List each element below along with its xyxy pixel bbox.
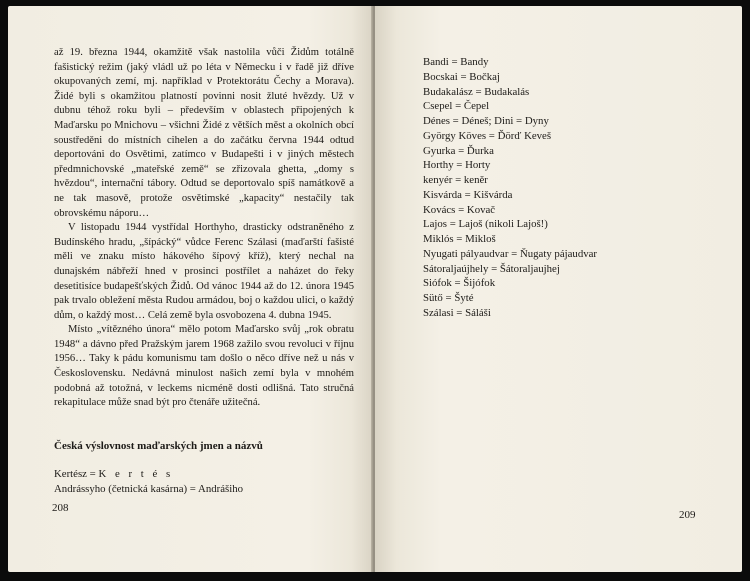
paragraph: V listopadu 1944 vystřídal Horthyho, drasticky odstraněného z Budínského hradu, „šípácký“ vůdce Ferenc Szálasi (maďarští fašisté měli ve znaku místo hákového šípový kříž), který nechal na dunajském nábřeží hned v prosinci postřílet a naházet do řeky desetitisíce budapešťských Židů. Od vánoc 1944 až do 12. února 1945 pak trvalo obležení města Rudou armádou, boj o každou ulici, o každý dům, o každý most… Celá země byla osvobozena 4. dubna 1945.	[54, 222, 354, 321]
page-number-left: 208	[52, 502, 69, 514]
equals-sign: =	[488, 262, 500, 275]
glossary-entry	[423, 247, 723, 262]
hungarian-name: Horthy	[423, 159, 454, 172]
hungarian-name: Budakalász	[423, 85, 473, 98]
czech-pronunciation: Lajoš (nikoli Lajoš!)	[458, 218, 548, 231]
glossary-entry	[423, 217, 723, 232]
equals-sign: =	[449, 115, 462, 127]
equals-sign: =	[455, 144, 467, 157]
equals-sign: =	[455, 203, 467, 216]
hungarian-name: Bandi	[423, 56, 449, 68]
czech-pronunciation: Ňugaty pájaudvar	[519, 247, 598, 260]
czech-pronunciation: Ďurka	[466, 144, 494, 157]
glossary-entry	[423, 55, 723, 70]
paragraph: až 19. března 1944, okamžitě však nastolila vůči Židům totálně fašistický režim (jaký vládl už po léta v Německu i v řadě již dříve okupovaných zemí, mj. například v Protektorátu Čechy a Morava). Židé byli s okamžitou platností povinni nosit žluté hvězdy. Už v dubnu téhož roku byli – především v oblastech připojených k Maďarsku po Mnichovu – všichni Židé z větších měst a okolních obcí soustředěni do místních cihelen a do začátku června 1944 odtud deportováni do Osvětimi, zatímco v Budapešti i v jiných městech předmnichovské „mateřské země“ se zřizovala ghetta, „domy s hvězdou“, internační tábory. Odtud se deportovalo spíš namátkově a ne tak masově, protože osvětimské „kapacity“ nestačily tak obrovskému náporu…	[54, 47, 354, 219]
hungarian-name: Lajos	[423, 218, 447, 231]
equals-sign: =	[451, 277, 464, 290]
glossary-entry	[423, 85, 723, 100]
equals-sign: =	[508, 247, 520, 260]
hungarian-name: Gyurka	[423, 144, 456, 157]
glossary-entry	[423, 158, 723, 173]
equals-sign: =	[453, 233, 466, 245]
hungarian-name: Kisvárda	[423, 188, 462, 201]
equals-sign: =	[453, 159, 466, 172]
czech-pronunciation: Horty	[465, 159, 491, 172]
equals-sign: =	[447, 218, 459, 231]
hungarian-name: Miklós	[423, 233, 454, 245]
czech-pronunciation: Ďörď Keveš	[497, 129, 552, 142]
hungarian-name: Kertész	[54, 468, 87, 480]
glossary-entry	[423, 188, 723, 203]
glossary-list-left	[54, 467, 354, 497]
glossary-entry	[54, 482, 354, 497]
equals-sign: =	[457, 70, 470, 83]
hungarian-name: Siófok	[423, 277, 452, 290]
paragraph: Místo „vítězného února“ mělo potom Maďarsko svůj „rok obratu 1948“ a dávno před Pražským jarem 1968 zažilo svou revoluci v říjnu 1956… Taky k pádu komunismu tam došlo o něco dříve než u nás v Československu. Nedávná minulost našich zemí byla v mnohém podobná až totožná, v leckems nicméně dosti odlišná. Tato stručná rekapitulace může snad být pro čtenáře užitečná.	[54, 324, 354, 409]
czech-pronunciation: Mikloš	[465, 233, 496, 245]
czech-pronunciation: Bočkaj	[469, 70, 500, 83]
czech-pronunciation: Kovač	[466, 203, 496, 216]
czech-pronunciation: Šátoraljaujhej	[499, 262, 560, 275]
glossary-entry	[54, 467, 354, 482]
glossary-entry	[423, 173, 723, 188]
czech-pronunciation: Déneš; Dini = Dyny	[461, 115, 549, 127]
equals-sign: =	[452, 100, 464, 113]
hungarian-name: Andrássyho (četnická kasárna)	[54, 482, 188, 495]
page-number-right: 209	[679, 509, 696, 521]
czech-pronunciation: Budakalás	[484, 85, 530, 98]
glossary-entry	[423, 70, 723, 85]
glossary-list-right	[423, 55, 723, 321]
glossary-entry	[423, 262, 723, 277]
glossary-entry	[423, 276, 723, 291]
hungarian-name: Sátoraljaújhely	[423, 262, 489, 275]
czech-pronunciation: Čepel	[463, 100, 490, 113]
equals-sign: =	[461, 188, 474, 201]
czech-pronunciation: Andrášiho	[198, 482, 243, 495]
section-heading: Česká výslovnost maďarských jmen a názvů	[54, 440, 263, 452]
glossary-entry	[423, 144, 723, 159]
glossary-entry	[423, 114, 723, 129]
equals-sign: =	[448, 56, 461, 68]
hungarian-name: Sütő	[423, 292, 443, 304]
glossary-entry	[423, 291, 723, 306]
right-page	[375, 6, 742, 572]
glossary-entry	[423, 99, 723, 114]
equals-sign: =	[486, 129, 498, 142]
equals-sign: =	[442, 292, 455, 304]
glossary-entry	[423, 232, 723, 247]
equals-sign: =	[452, 174, 464, 186]
hungarian-name: Csepel	[423, 100, 453, 113]
left-page	[8, 6, 373, 572]
hungarian-name: Dénes	[423, 115, 450, 127]
equals-sign: =	[472, 85, 485, 98]
czech-pronunciation: Šijófok	[463, 277, 496, 290]
czech-pronunciation: K e r t é s	[98, 468, 174, 480]
glossary-entry	[423, 129, 723, 144]
hungarian-name: György Köves	[423, 129, 487, 142]
czech-pronunciation: keněr	[463, 174, 488, 186]
czech-pronunciation: Bandy	[460, 56, 489, 68]
equals-sign: =	[187, 482, 199, 495]
czech-pronunciation: Sáláši	[465, 306, 491, 319]
hungarian-name: Szálasi	[423, 306, 454, 319]
hungarian-name: Nyugati pályaudvar	[423, 247, 509, 260]
equals-sign: =	[453, 306, 466, 319]
czech-pronunciation: Kišvárda	[473, 188, 513, 201]
hungarian-name: Bocskai	[423, 70, 458, 83]
hungarian-name: Kovács	[423, 203, 456, 216]
glossary-entry	[423, 306, 723, 321]
left-page-body	[54, 46, 354, 411]
equals-sign: =	[86, 468, 99, 480]
hungarian-name: kenyér	[423, 174, 453, 186]
glossary-entry	[423, 203, 723, 218]
book-spread	[8, 6, 742, 572]
czech-pronunciation: Šyté	[454, 292, 474, 304]
